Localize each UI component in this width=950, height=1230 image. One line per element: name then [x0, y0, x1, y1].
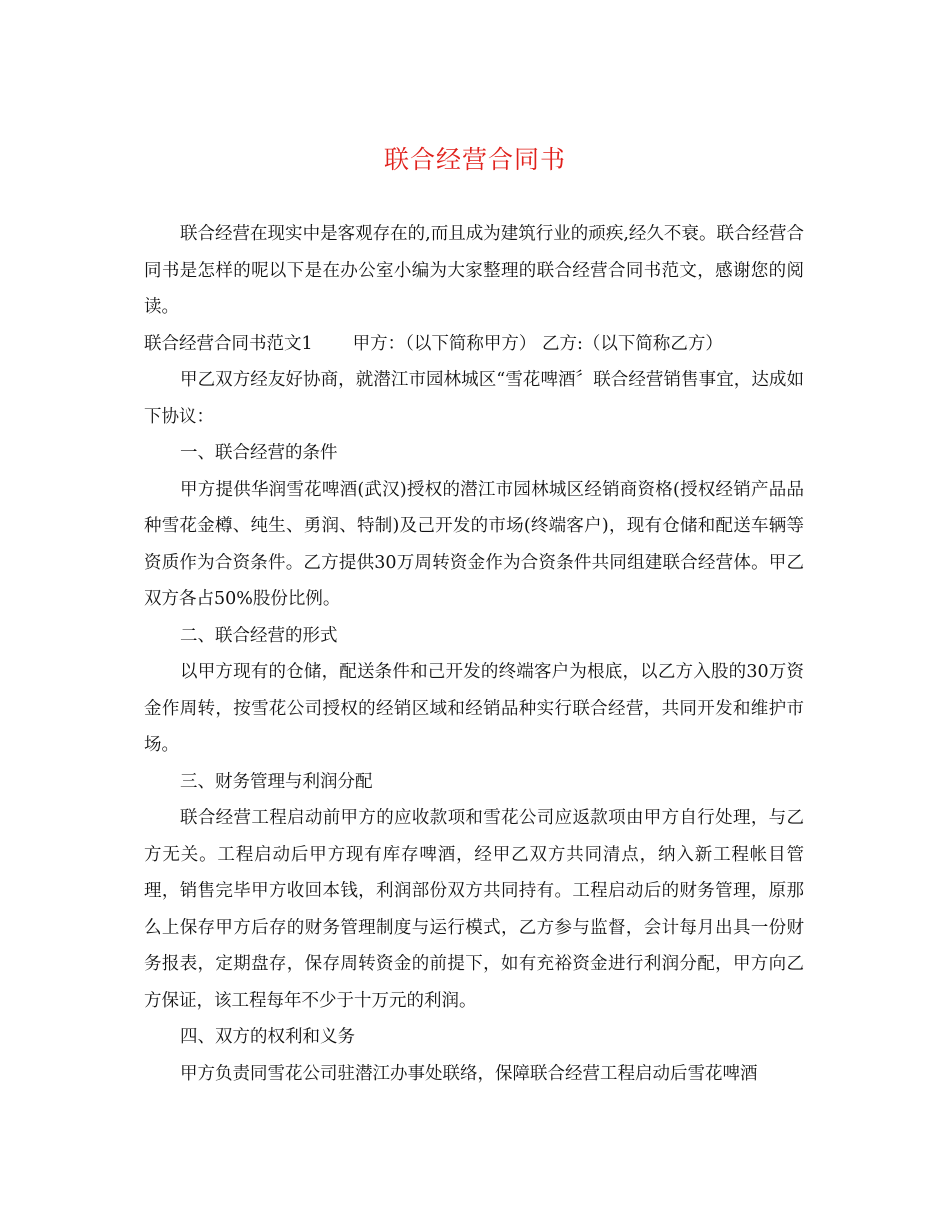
sample-label: 联合经营合同书范文1	[144, 333, 313, 354]
document-title: 联合经营合同书	[383, 145, 566, 174]
section-heading: 四、双方的权利和义务	[180, 1027, 355, 1047]
preamble-paragraph: 甲乙双方经友好协商，就潜江市园林城区“雪花啤酒〞联合经营销售事宜，达成如下协议：	[144, 370, 804, 427]
section-heading: 一、联合经营的条件	[180, 443, 338, 463]
parties-text: 甲方：（以下简称甲方） 乙方:（以下简称乙方）	[352, 333, 723, 354]
section-paragraph: 甲方负责同雪花公司驻潜江办事处联络，保障联合经营工程启动后雪花啤酒	[180, 1063, 758, 1084]
document-body	[144, 216, 804, 1092]
section-heading: 三、财务管理与利润分配	[180, 771, 373, 792]
section-paragraph: 联合经营工程启动前甲方的应收款项和雪花公司应返款项由甲方自行处理，与乙方无关。工程启动后甲方现有库存啤酒，经甲乙双方共同清点，纳入新工程帐目管理，销售完毕甲方收回本钱，利润部份双方共同持有。工程启动后的财务管理，原那么上保存甲方后存的财务管理制度与运行模式，乙方参与监督，会计每月出具一份财务报表，定期盘存，保存周转资金的前提下，如有充裕资金进行利润分配，甲方向乙方保证，该工程每年不少于十万元的利润。	[144, 808, 804, 1011]
section-paragraph: 甲方提供华润雪花啤酒(武汉)授权的潜江市园林城区经销商资格(授权经销产品品种雪花金樽、纯生、勇润、特制)及己开发的市场(终端客户)，现有仓储和配送车辆等资质作为合资条件。乙方提供30万周转资金作为合资条件共同组建联合经营体。甲乙双方各占50%股份比例。	[144, 479, 804, 609]
section-heading: 二、联合经营的形式	[180, 625, 338, 646]
section-paragraph: 以甲方现有的仓储，配送条件和己开发的终端客户为根底，以乙方入股的30万资金作周转，按雪花公司授权的经销区域和经销品种实行联合经营，共同开发和维护市场。	[144, 662, 804, 755]
sample-parties-line	[144, 326, 804, 363]
intro-paragraph: 联合经营在现实中是客观存在的,而且成为建筑行业的顽疾,经久不衰。联合经营合同书是怎样的呢以下是在办公室小编为大家整理的联合经营合同书范文，感谢您的阅读。	[144, 224, 804, 317]
